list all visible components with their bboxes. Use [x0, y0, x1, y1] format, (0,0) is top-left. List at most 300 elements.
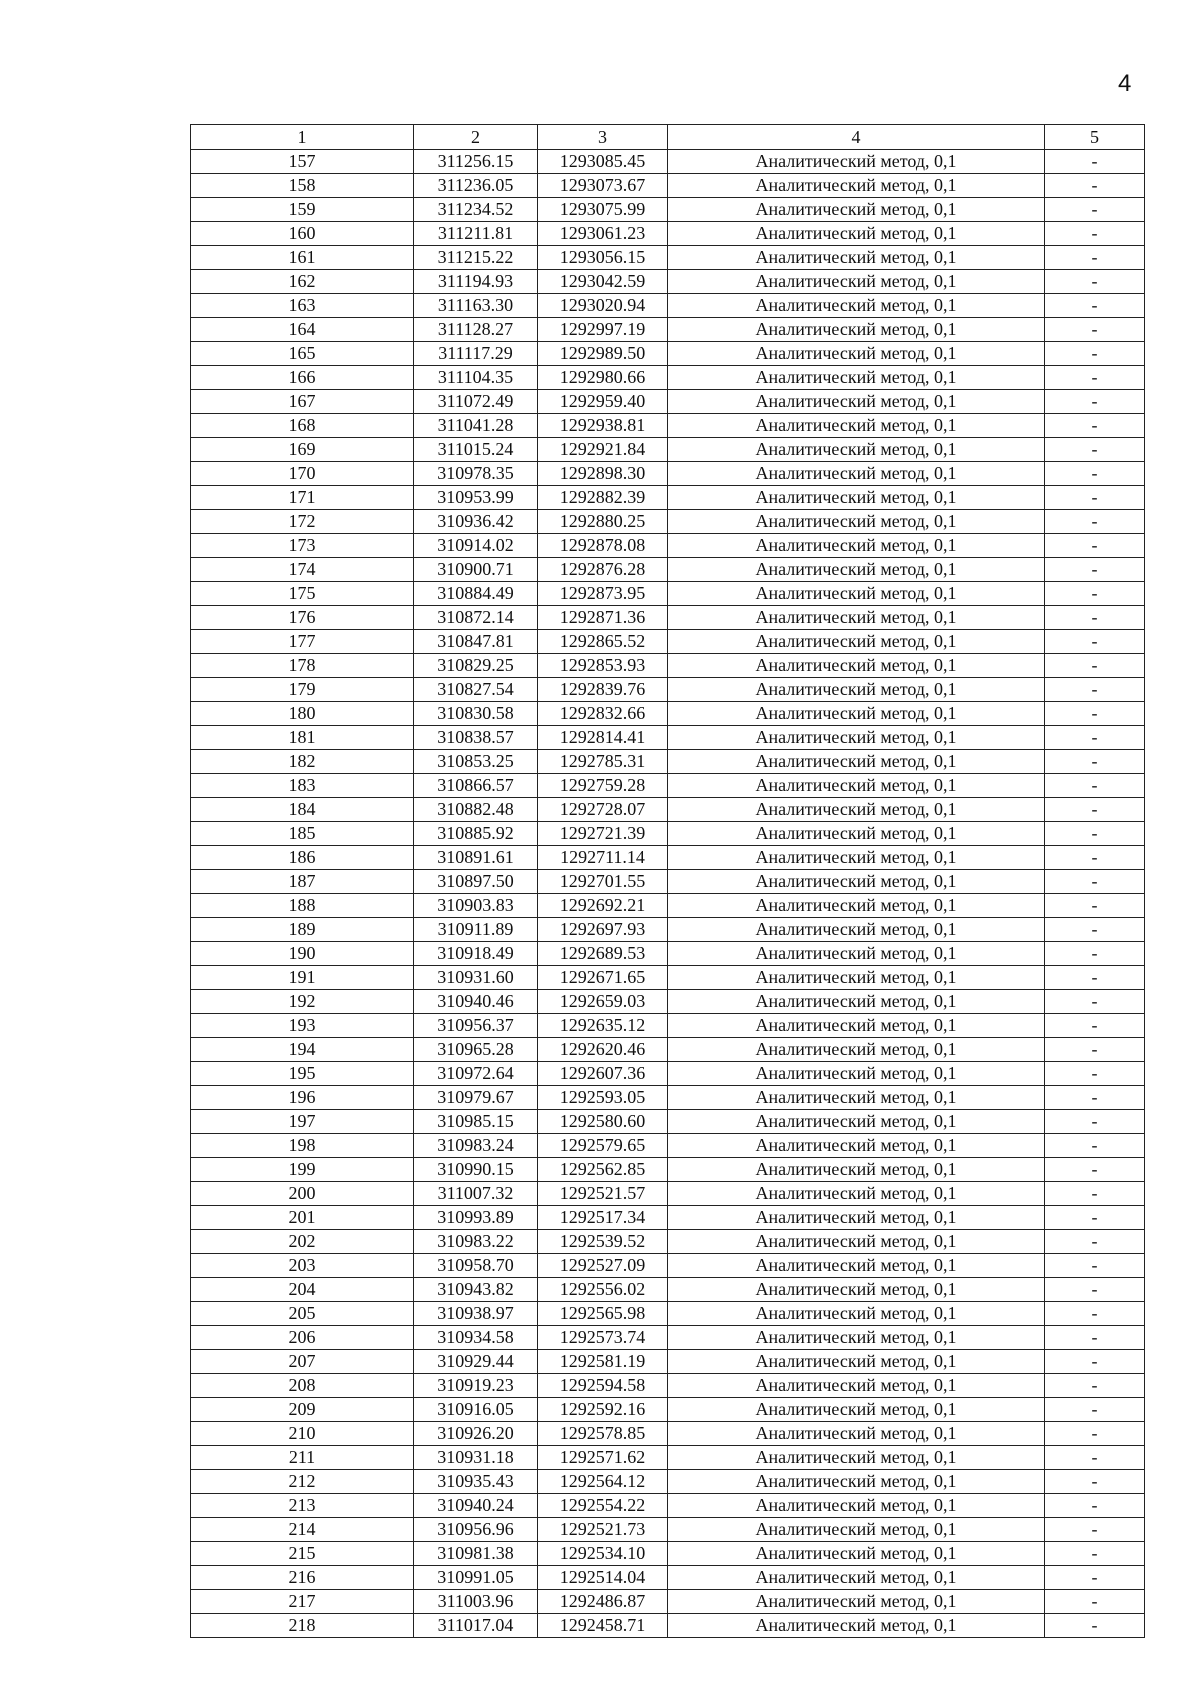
point-number-cell: 214 — [191, 1518, 414, 1542]
x-coordinate-cell: 310981.38 — [414, 1542, 538, 1566]
note-cell: - — [1045, 246, 1145, 270]
point-number-cell: 212 — [191, 1470, 414, 1494]
x-coordinate-cell: 310940.24 — [414, 1494, 538, 1518]
point-number-cell: 206 — [191, 1326, 414, 1350]
x-coordinate-cell: 310929.44 — [414, 1350, 538, 1374]
x-coordinate-cell: 310938.97 — [414, 1302, 538, 1326]
table-row — [191, 1158, 1145, 1182]
table-row — [191, 1422, 1145, 1446]
point-number-cell: 185 — [191, 822, 414, 846]
point-number-cell: 216 — [191, 1566, 414, 1590]
method-cell: Аналитический метод, 0,1 — [668, 558, 1045, 582]
method-cell: Аналитический метод, 0,1 — [668, 198, 1045, 222]
table-row — [191, 1254, 1145, 1278]
method-cell: Аналитический метод, 0,1 — [668, 750, 1045, 774]
y-coordinate-cell: 1293075.99 — [538, 198, 668, 222]
point-number-cell: 176 — [191, 606, 414, 630]
y-coordinate-cell: 1292865.52 — [538, 630, 668, 654]
method-cell: Аналитический метод, 0,1 — [668, 1470, 1045, 1494]
method-cell: Аналитический метод, 0,1 — [668, 1494, 1045, 1518]
y-coordinate-cell: 1292880.25 — [538, 510, 668, 534]
point-number-cell: 165 — [191, 342, 414, 366]
table-row — [191, 966, 1145, 990]
note-cell: - — [1045, 1590, 1145, 1614]
table-row — [191, 918, 1145, 942]
x-coordinate-cell: 310827.54 — [414, 678, 538, 702]
x-coordinate-cell: 310918.49 — [414, 942, 538, 966]
point-number-cell: 207 — [191, 1350, 414, 1374]
method-cell: Аналитический метод, 0,1 — [668, 1422, 1045, 1446]
table-row — [191, 510, 1145, 534]
method-cell: Аналитический метод, 0,1 — [668, 918, 1045, 942]
table-row — [191, 1614, 1145, 1638]
y-coordinate-cell: 1292556.02 — [538, 1278, 668, 1302]
method-cell: Аналитический метод, 0,1 — [668, 1038, 1045, 1062]
method-cell: Аналитический метод, 0,1 — [668, 870, 1045, 894]
y-coordinate-cell: 1293085.45 — [538, 150, 668, 174]
note-cell: - — [1045, 1518, 1145, 1542]
table-row — [191, 1014, 1145, 1038]
x-coordinate-cell: 311104.35 — [414, 366, 538, 390]
y-coordinate-cell: 1292938.81 — [538, 414, 668, 438]
note-cell: - — [1045, 1110, 1145, 1134]
x-coordinate-cell: 310958.70 — [414, 1254, 538, 1278]
table-row — [191, 990, 1145, 1014]
point-number-cell: 177 — [191, 630, 414, 654]
point-number-cell: 188 — [191, 894, 414, 918]
table-row — [191, 942, 1145, 966]
note-cell: - — [1045, 1566, 1145, 1590]
method-cell: Аналитический метод, 0,1 — [668, 1158, 1045, 1182]
note-cell: - — [1045, 1542, 1145, 1566]
method-cell: Аналитический метод, 0,1 — [668, 1566, 1045, 1590]
x-coordinate-cell: 310847.81 — [414, 630, 538, 654]
point-number-cell: 199 — [191, 1158, 414, 1182]
method-cell: Аналитический метод, 0,1 — [668, 1206, 1045, 1230]
note-cell: - — [1045, 942, 1145, 966]
x-coordinate-cell: 310900.71 — [414, 558, 538, 582]
x-coordinate-cell: 310940.46 — [414, 990, 538, 1014]
y-coordinate-cell: 1292514.04 — [538, 1566, 668, 1590]
note-cell: - — [1045, 342, 1145, 366]
point-number-cell: 203 — [191, 1254, 414, 1278]
table-row — [191, 1134, 1145, 1158]
point-number-cell: 164 — [191, 318, 414, 342]
y-coordinate-cell: 1292814.41 — [538, 726, 668, 750]
y-coordinate-cell: 1292458.71 — [538, 1614, 668, 1638]
point-number-cell: 209 — [191, 1398, 414, 1422]
table-row — [191, 606, 1145, 630]
method-cell: Аналитический метод, 0,1 — [668, 246, 1045, 270]
note-cell: - — [1045, 1230, 1145, 1254]
table-row — [191, 318, 1145, 342]
x-coordinate-cell: 310866.57 — [414, 774, 538, 798]
method-cell: Аналитический метод, 0,1 — [668, 1230, 1045, 1254]
y-coordinate-cell: 1292711.14 — [538, 846, 668, 870]
table-row — [191, 222, 1145, 246]
note-cell: - — [1045, 390, 1145, 414]
method-cell: Аналитический метод, 0,1 — [668, 990, 1045, 1014]
table-row — [191, 822, 1145, 846]
point-number-cell: 196 — [191, 1086, 414, 1110]
method-cell: Аналитический метод, 0,1 — [668, 582, 1045, 606]
method-cell: Аналитический метод, 0,1 — [668, 822, 1045, 846]
note-cell: - — [1045, 894, 1145, 918]
method-cell: Аналитический метод, 0,1 — [668, 654, 1045, 678]
table-row — [191, 870, 1145, 894]
y-coordinate-cell: 1292728.07 — [538, 798, 668, 822]
point-number-cell: 218 — [191, 1614, 414, 1638]
x-coordinate-cell: 310911.89 — [414, 918, 538, 942]
point-number-cell: 169 — [191, 438, 414, 462]
table-row — [191, 582, 1145, 606]
method-cell: Аналитический метод, 0,1 — [668, 846, 1045, 870]
point-number-cell: 182 — [191, 750, 414, 774]
x-coordinate-cell: 310897.50 — [414, 870, 538, 894]
table-row — [191, 846, 1145, 870]
x-coordinate-cell: 310931.18 — [414, 1446, 538, 1470]
y-coordinate-cell: 1292997.19 — [538, 318, 668, 342]
note-cell: - — [1045, 558, 1145, 582]
method-cell: Аналитический метод, 0,1 — [668, 1302, 1045, 1326]
table-row — [191, 390, 1145, 414]
point-number-cell: 201 — [191, 1206, 414, 1230]
y-coordinate-cell: 1292871.36 — [538, 606, 668, 630]
x-coordinate-cell: 310983.22 — [414, 1230, 538, 1254]
x-coordinate-cell: 311017.04 — [414, 1614, 538, 1638]
point-number-cell: 179 — [191, 678, 414, 702]
table-row — [191, 1494, 1145, 1518]
y-coordinate-cell: 1292521.57 — [538, 1182, 668, 1206]
y-coordinate-cell: 1292565.98 — [538, 1302, 668, 1326]
x-coordinate-cell: 310934.58 — [414, 1326, 538, 1350]
point-number-cell: 172 — [191, 510, 414, 534]
y-coordinate-cell: 1292579.65 — [538, 1134, 668, 1158]
method-cell: Аналитический метод, 0,1 — [668, 1278, 1045, 1302]
y-coordinate-cell: 1292697.93 — [538, 918, 668, 942]
note-cell: - — [1045, 1446, 1145, 1470]
note-cell: - — [1045, 1398, 1145, 1422]
x-coordinate-cell: 311256.15 — [414, 150, 538, 174]
point-number-cell: 193 — [191, 1014, 414, 1038]
method-cell: Аналитический метод, 0,1 — [668, 150, 1045, 174]
method-cell: Аналитический метод, 0,1 — [668, 798, 1045, 822]
note-cell: - — [1045, 1014, 1145, 1038]
note-cell: - — [1045, 582, 1145, 606]
method-cell: Аналитический метод, 0,1 — [668, 966, 1045, 990]
coordinates-table — [190, 124, 1145, 1638]
method-cell: Аналитический метод, 0,1 — [668, 1110, 1045, 1134]
note-cell: - — [1045, 1326, 1145, 1350]
y-coordinate-cell: 1292832.66 — [538, 702, 668, 726]
y-coordinate-cell: 1292592.16 — [538, 1398, 668, 1422]
table-row — [191, 534, 1145, 558]
y-coordinate-cell: 1292853.93 — [538, 654, 668, 678]
note-cell: - — [1045, 1254, 1145, 1278]
point-number-cell: 157 — [191, 150, 414, 174]
y-coordinate-cell: 1292527.09 — [538, 1254, 668, 1278]
x-coordinate-cell: 310956.96 — [414, 1518, 538, 1542]
point-number-cell: 178 — [191, 654, 414, 678]
x-coordinate-cell: 310885.92 — [414, 822, 538, 846]
table-row — [191, 1278, 1145, 1302]
note-cell: - — [1045, 486, 1145, 510]
point-number-cell: 171 — [191, 486, 414, 510]
point-number-cell: 211 — [191, 1446, 414, 1470]
point-number-cell: 217 — [191, 1590, 414, 1614]
table-row — [191, 150, 1145, 174]
point-number-cell: 174 — [191, 558, 414, 582]
x-coordinate-cell: 311215.22 — [414, 246, 538, 270]
x-coordinate-cell: 311163.30 — [414, 294, 538, 318]
method-cell: Аналитический метод, 0,1 — [668, 174, 1045, 198]
point-number-cell: 158 — [191, 174, 414, 198]
point-number-cell: 197 — [191, 1110, 414, 1134]
table-row — [191, 1542, 1145, 1566]
method-cell: Аналитический метод, 0,1 — [668, 1350, 1045, 1374]
method-cell: Аналитический метод, 0,1 — [668, 486, 1045, 510]
y-coordinate-cell: 1292689.53 — [538, 942, 668, 966]
y-coordinate-cell: 1292898.30 — [538, 462, 668, 486]
y-coordinate-cell: 1292721.39 — [538, 822, 668, 846]
note-cell: - — [1045, 198, 1145, 222]
column-header: 2 — [414, 125, 538, 150]
x-coordinate-cell: 311236.05 — [414, 174, 538, 198]
x-coordinate-cell: 310882.48 — [414, 798, 538, 822]
method-cell: Аналитический метод, 0,1 — [668, 510, 1045, 534]
table-row — [191, 702, 1145, 726]
table-row — [191, 558, 1145, 582]
method-cell: Аналитический метод, 0,1 — [668, 390, 1045, 414]
point-number-cell: 200 — [191, 1182, 414, 1206]
x-coordinate-cell: 311234.52 — [414, 198, 538, 222]
point-number-cell: 163 — [191, 294, 414, 318]
method-cell: Аналитический метод, 0,1 — [668, 942, 1045, 966]
method-cell: Аналитический метод, 0,1 — [668, 294, 1045, 318]
method-cell: Аналитический метод, 0,1 — [668, 606, 1045, 630]
table-row — [191, 462, 1145, 486]
y-coordinate-cell: 1292921.84 — [538, 438, 668, 462]
y-coordinate-cell: 1292581.19 — [538, 1350, 668, 1374]
note-cell: - — [1045, 1470, 1145, 1494]
point-number-cell: 202 — [191, 1230, 414, 1254]
point-number-cell: 189 — [191, 918, 414, 942]
x-coordinate-cell: 310926.20 — [414, 1422, 538, 1446]
table-row — [191, 798, 1145, 822]
y-coordinate-cell: 1292517.34 — [538, 1206, 668, 1230]
table-row — [191, 1446, 1145, 1470]
column-header: 5 — [1045, 125, 1145, 150]
y-coordinate-cell: 1293073.67 — [538, 174, 668, 198]
x-coordinate-cell: 311117.29 — [414, 342, 538, 366]
y-coordinate-cell: 1292701.55 — [538, 870, 668, 894]
x-coordinate-cell: 311007.32 — [414, 1182, 538, 1206]
y-coordinate-cell: 1292989.50 — [538, 342, 668, 366]
point-number-cell: 170 — [191, 462, 414, 486]
table-row — [191, 1086, 1145, 1110]
point-number-cell: 168 — [191, 414, 414, 438]
point-number-cell: 198 — [191, 1134, 414, 1158]
method-cell: Аналитический метод, 0,1 — [668, 1446, 1045, 1470]
point-number-cell: 194 — [191, 1038, 414, 1062]
y-coordinate-cell: 1292620.46 — [538, 1038, 668, 1062]
point-number-cell: 210 — [191, 1422, 414, 1446]
y-coordinate-cell: 1293056.15 — [538, 246, 668, 270]
point-number-cell: 166 — [191, 366, 414, 390]
point-number-cell: 167 — [191, 390, 414, 414]
method-cell: Аналитический метод, 0,1 — [668, 1374, 1045, 1398]
x-coordinate-cell: 310991.05 — [414, 1566, 538, 1590]
table-row — [191, 1062, 1145, 1086]
y-coordinate-cell: 1292534.10 — [538, 1542, 668, 1566]
table-row — [191, 654, 1145, 678]
x-coordinate-cell: 310936.42 — [414, 510, 538, 534]
note-cell: - — [1045, 966, 1145, 990]
note-cell: - — [1045, 630, 1145, 654]
x-coordinate-cell: 311003.96 — [414, 1590, 538, 1614]
note-cell: - — [1045, 1350, 1145, 1374]
point-number-cell: 180 — [191, 702, 414, 726]
x-coordinate-cell: 310983.24 — [414, 1134, 538, 1158]
y-coordinate-cell: 1292659.03 — [538, 990, 668, 1014]
x-coordinate-cell: 310956.37 — [414, 1014, 538, 1038]
table-row — [191, 750, 1145, 774]
note-cell: - — [1045, 534, 1145, 558]
table-row — [191, 1110, 1145, 1134]
page-number: 4 — [1118, 70, 1132, 97]
table-row — [191, 1350, 1145, 1374]
column-header: 4 — [668, 125, 1045, 150]
x-coordinate-cell: 310943.82 — [414, 1278, 538, 1302]
table-row — [191, 366, 1145, 390]
table-row — [191, 1326, 1145, 1350]
note-cell: - — [1045, 822, 1145, 846]
table-row — [191, 678, 1145, 702]
method-cell: Аналитический метод, 0,1 — [668, 270, 1045, 294]
method-cell: Аналитический метод, 0,1 — [668, 774, 1045, 798]
note-cell: - — [1045, 1302, 1145, 1326]
note-cell: - — [1045, 654, 1145, 678]
point-number-cell: 208 — [191, 1374, 414, 1398]
y-coordinate-cell: 1292635.12 — [538, 1014, 668, 1038]
x-coordinate-cell: 310853.25 — [414, 750, 538, 774]
method-cell: Аналитический метод, 0,1 — [668, 438, 1045, 462]
x-coordinate-cell: 310990.15 — [414, 1158, 538, 1182]
note-cell: - — [1045, 750, 1145, 774]
note-cell: - — [1045, 918, 1145, 942]
method-cell: Аналитический метод, 0,1 — [668, 222, 1045, 246]
y-coordinate-cell: 1292521.73 — [538, 1518, 668, 1542]
note-cell: - — [1045, 1278, 1145, 1302]
note-cell: - — [1045, 1086, 1145, 1110]
x-coordinate-cell: 310972.64 — [414, 1062, 538, 1086]
point-number-cell: 175 — [191, 582, 414, 606]
y-coordinate-cell: 1292578.85 — [538, 1422, 668, 1446]
point-number-cell: 173 — [191, 534, 414, 558]
method-cell: Аналитический метод, 0,1 — [668, 1014, 1045, 1038]
y-coordinate-cell: 1292539.52 — [538, 1230, 668, 1254]
y-coordinate-cell: 1292564.12 — [538, 1470, 668, 1494]
note-cell: - — [1045, 270, 1145, 294]
note-cell: - — [1045, 1422, 1145, 1446]
x-coordinate-cell: 310884.49 — [414, 582, 538, 606]
table-row — [191, 1038, 1145, 1062]
y-coordinate-cell: 1292785.31 — [538, 750, 668, 774]
note-cell: - — [1045, 702, 1145, 726]
method-cell: Аналитический метод, 0,1 — [668, 1518, 1045, 1542]
y-coordinate-cell: 1292878.08 — [538, 534, 668, 558]
x-coordinate-cell: 310965.28 — [414, 1038, 538, 1062]
y-coordinate-cell: 1292554.22 — [538, 1494, 668, 1518]
note-cell: - — [1045, 726, 1145, 750]
x-coordinate-cell: 310838.57 — [414, 726, 538, 750]
note-cell: - — [1045, 150, 1145, 174]
point-number-cell: 204 — [191, 1278, 414, 1302]
x-coordinate-cell: 310985.15 — [414, 1110, 538, 1134]
table-row — [191, 246, 1145, 270]
note-cell: - — [1045, 174, 1145, 198]
point-number-cell: 192 — [191, 990, 414, 1014]
method-cell: Аналитический метод, 0,1 — [668, 1134, 1045, 1158]
method-cell: Аналитический метод, 0,1 — [668, 462, 1045, 486]
point-number-cell: 159 — [191, 198, 414, 222]
point-number-cell: 184 — [191, 798, 414, 822]
table-row — [191, 294, 1145, 318]
point-number-cell: 162 — [191, 270, 414, 294]
table-row — [191, 726, 1145, 750]
x-coordinate-cell: 311194.93 — [414, 270, 538, 294]
y-coordinate-cell: 1292692.21 — [538, 894, 668, 918]
x-coordinate-cell: 311128.27 — [414, 318, 538, 342]
x-coordinate-cell: 310935.43 — [414, 1470, 538, 1494]
x-coordinate-cell: 310872.14 — [414, 606, 538, 630]
note-cell: - — [1045, 414, 1145, 438]
table-row — [191, 894, 1145, 918]
table-row — [191, 438, 1145, 462]
x-coordinate-cell: 311072.49 — [414, 390, 538, 414]
method-cell: Аналитический метод, 0,1 — [668, 702, 1045, 726]
y-coordinate-cell: 1292671.65 — [538, 966, 668, 990]
method-cell: Аналитический метод, 0,1 — [668, 1062, 1045, 1086]
note-cell: - — [1045, 990, 1145, 1014]
table-row — [191, 630, 1145, 654]
y-coordinate-cell: 1292486.87 — [538, 1590, 668, 1614]
x-coordinate-cell: 310919.23 — [414, 1374, 538, 1398]
table-row — [191, 1398, 1145, 1422]
y-coordinate-cell: 1292759.28 — [538, 774, 668, 798]
table-row — [191, 1518, 1145, 1542]
note-cell: - — [1045, 1158, 1145, 1182]
note-cell: - — [1045, 606, 1145, 630]
method-cell: Аналитический метод, 0,1 — [668, 414, 1045, 438]
note-cell: - — [1045, 462, 1145, 486]
y-coordinate-cell: 1292593.05 — [538, 1086, 668, 1110]
method-cell: Аналитический метод, 0,1 — [668, 1614, 1045, 1638]
note-cell: - — [1045, 798, 1145, 822]
method-cell: Аналитический метод, 0,1 — [668, 342, 1045, 366]
table-row — [191, 1206, 1145, 1230]
table-body — [191, 150, 1145, 1638]
x-coordinate-cell: 310978.35 — [414, 462, 538, 486]
method-cell: Аналитический метод, 0,1 — [668, 1326, 1045, 1350]
x-coordinate-cell: 310916.05 — [414, 1398, 538, 1422]
note-cell: - — [1045, 1062, 1145, 1086]
note-cell: - — [1045, 1038, 1145, 1062]
table-row — [191, 1182, 1145, 1206]
y-coordinate-cell: 1292573.74 — [538, 1326, 668, 1350]
method-cell: Аналитический метод, 0,1 — [668, 630, 1045, 654]
table-row — [191, 174, 1145, 198]
